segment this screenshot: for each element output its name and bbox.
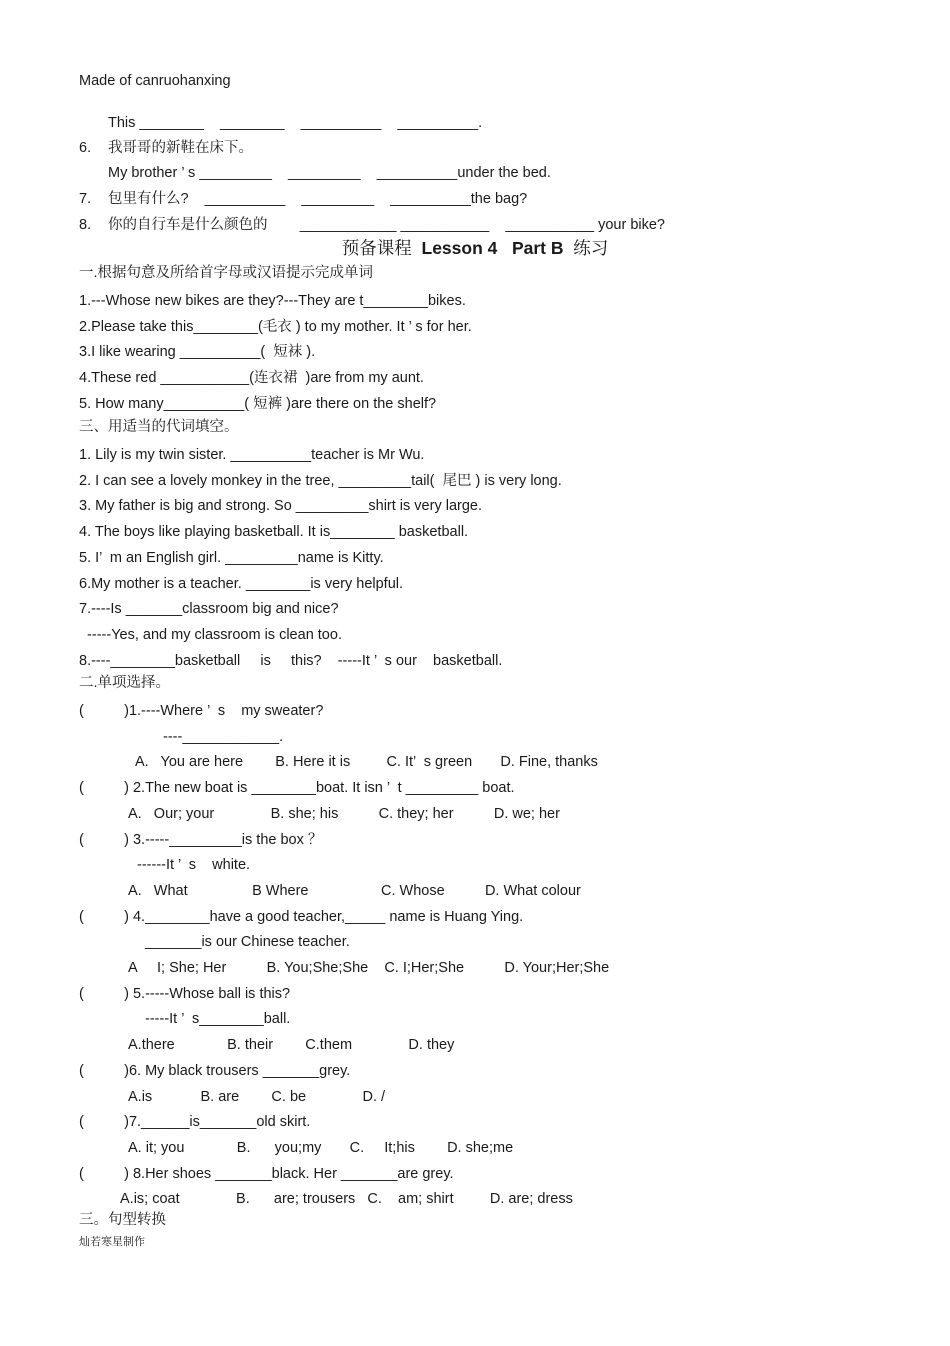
prev-line-7: 包里有什么? __________ _________ __________the bag? <box>108 191 528 207</box>
choice-line-6: ( ) 3.-----_________is the box ？ <box>79 831 323 848</box>
choice-line-7: ------It ’ s white. <box>137 857 251 874</box>
footer-credit: 灿若寒星制作 <box>79 1236 145 1248</box>
choice-line-5: A. Our; your B. she; his C. they; her D. we; her <box>128 805 560 822</box>
prev-line-1: This ________ ________ __________ __________. <box>108 115 483 131</box>
choice-line-13: -----It ’ s________ball. <box>145 1011 291 1028</box>
fill-word-item-3: 3.I like wearing __________( 短袜 ). <box>79 344 316 361</box>
choice-line-19: ( ) 8.Her shoes _______black. Her _______are grey. <box>79 1165 454 1182</box>
pronoun-item-5: 5. I’ m an English girl. _________name is Kitty. <box>79 549 384 566</box>
section2-heading: 三、用适当的代词填空。 <box>79 419 239 435</box>
pronoun-item-1: 1. Lily is my twin sister. __________teacher is Mr Wu. <box>79 447 425 463</box>
title-en: Lesson 4 Part B <box>416 238 569 258</box>
fill-word-item-4: 4.These red ___________(连衣裙 )are from my aunt. <box>79 370 424 387</box>
title-zh-right: 练习 <box>568 238 609 258</box>
choice-line-11: A I; She; Her B. You;She;She C. I;Her;She D. Your;Her;She <box>128 960 610 976</box>
section4-heading: 三。句型转换 <box>79 1212 166 1228</box>
fill-word-item-1: 1.---Whose new bikes are they?---They are t________bikes. <box>79 293 466 309</box>
pronoun-item-4: 4. The boys like playing basketball. It is________ basketball. <box>79 524 469 541</box>
fill-word-item-5: 5. How many__________( 短裤 )are there on the shelf? <box>79 395 437 412</box>
choice-line-20: A.is; coat B. are; trousers C. am; shirt D. are; dress <box>120 1191 573 1208</box>
choice-line-3: A. You are here B. Here it is C. It’ s green D. Fine, thanks <box>135 754 598 771</box>
prev-line-6: 我哥哥的新鞋在床下。 <box>108 140 253 156</box>
fill-word-item-2: 2.Please take this________(毛衣 ) to my mother. It ’ s for her. <box>79 318 472 335</box>
title-zh-left: 预备课程 <box>341 238 417 258</box>
choice-line-15: ( )6. My black trousers _______grey. <box>79 1062 351 1079</box>
prev-num-8: 8. <box>79 217 92 233</box>
pronoun-item-9: 8.----________basketball is this? -----It ’ s our basketball. <box>79 652 503 669</box>
pronoun-item-2: 2. I can see a lovely monkey in the tree, _________tail( 尾巴 ) is very long. <box>79 472 562 489</box>
pronoun-item-7: 7.----Is _______classroom big and nice? <box>79 601 339 618</box>
section1-heading: 一.根据句意及所给首字母或汉语提示完成单词 <box>79 265 374 281</box>
choice-line-18: A. it; you B. you;my C. It;his D. she;me <box>128 1139 514 1156</box>
choice-line-10: _______is our Chinese teacher. <box>145 934 350 951</box>
section3-heading: 二.单项选择。 <box>79 675 171 691</box>
header-credit: Made of canruohanxing <box>79 73 231 89</box>
prev-line-6-answer: My brother ’ s _________ _________ __________under the bed. <box>108 165 551 181</box>
pronoun-item-8: -----Yes, and my classroom is clean too. <box>79 626 342 643</box>
pronoun-item-3: 3. My father is big and strong. So _________shirt is very large. <box>79 498 482 515</box>
choice-line-17: ( )7.______is_______old skirt. <box>79 1114 311 1131</box>
prev-num-7: 7. <box>79 191 92 207</box>
choice-line-4: ( ) 2.The new boat is ________boat. It isn ’ t _________ boat. <box>79 780 515 797</box>
choice-line-14: A.there B. their C.them D. they <box>128 1037 455 1054</box>
pronoun-item-6: 6.My mother is a teacher. ________is very helpful. <box>79 575 404 592</box>
choice-line-12: ( ) 5.-----Whose ball is this? <box>79 985 291 1002</box>
prev-line-8: 你的自行车是什么颜色的 ____________ ___________ ___________ your bike? <box>108 217 665 233</box>
page-title <box>0 237 950 259</box>
choice-line-16: A.is B. are C. be D. / <box>128 1088 386 1105</box>
choice-line-1: ( )1.----Where ’ s my sweater? <box>79 703 324 719</box>
choice-line-2: ----____________. <box>163 728 284 745</box>
choice-line-8: A. What B Where C. Whose D. What colour <box>128 882 581 899</box>
choice-line-9: ( ) 4.________have a good teacher,_____ name is Huang Ying. <box>79 908 524 925</box>
prev-num-6: 6. <box>79 140 92 156</box>
